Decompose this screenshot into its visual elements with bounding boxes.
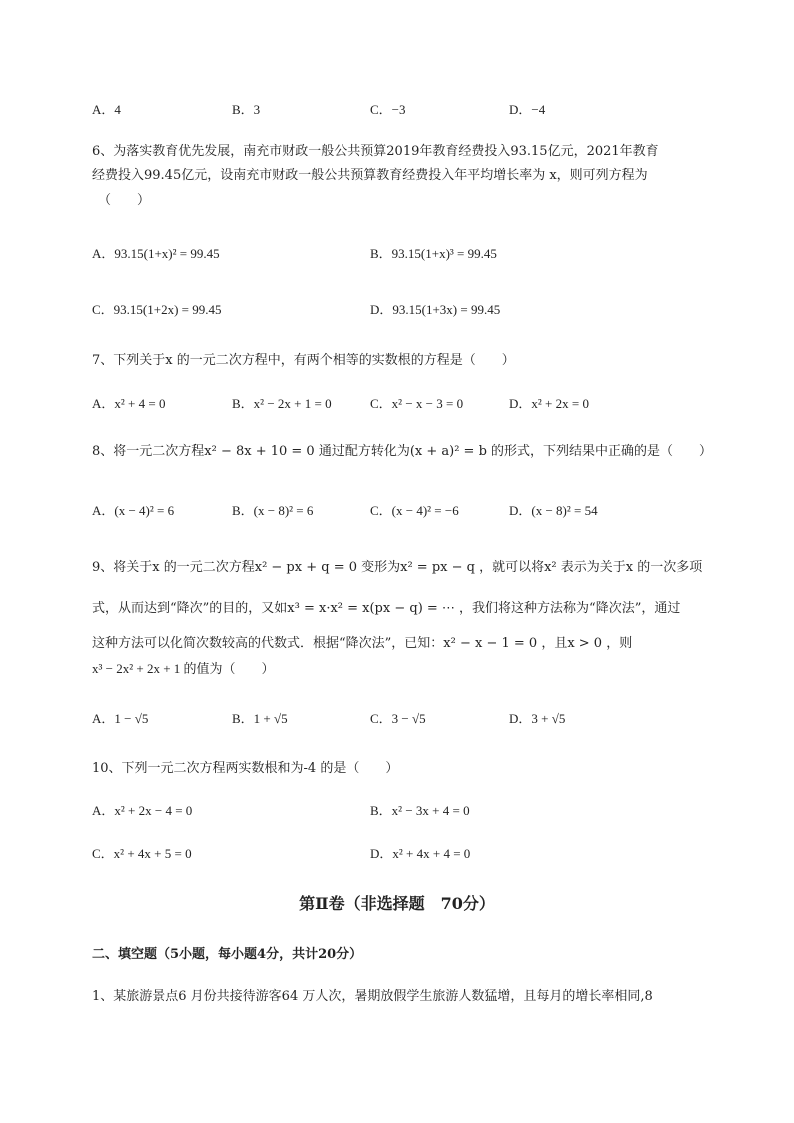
q5-option-b: B．3	[232, 102, 261, 117]
q7-option-b: B．x² − 2x + 1 = 0	[232, 396, 332, 411]
q10-option-c: C．x² + 4x + 5 = 0	[92, 846, 192, 861]
q9-option-d: D．3 + √5	[509, 711, 566, 726]
q7-option-a: A．x² + 4 = 0	[92, 396, 166, 411]
q9-stem-line2: 式，从而达到“降次”的目的，又如x³ = x·x² = x(px − q) = ⋯ ，我们将这种方法称为“降次法”，通过	[92, 601, 681, 616]
q8-option-b: B．(x − 8)² = 6	[232, 503, 314, 518]
fill1-stem-line1: 1、某旅游景点6 月份共接待游客64 万人次，暑期放假学生旅游人数猛增，且每月的增长率相同,8	[92, 989, 653, 1004]
q10-option-d: D．x² + 4x + 4 = 0	[370, 846, 471, 861]
q10-stem: 10、下列一元二次方程两实数根和为-4 的是（ ）	[92, 761, 399, 776]
q6-option-c: C．93.15(1+2x) = 99.45	[92, 302, 222, 317]
q6-stem-line3: （ ）	[98, 193, 151, 208]
q8-option-c: C．(x − 4)² = −6	[370, 503, 459, 518]
q7-option-c: C．x² − x − 3 = 0	[370, 396, 464, 411]
q5-option-d: D．−4	[509, 102, 546, 117]
q10-option-a: A．x² + 2x − 4 = 0	[92, 803, 193, 818]
q9-option-c: C．3 − √5	[370, 711, 426, 726]
q9-stem-line1: 9、将关于x 的一元二次方程x² − px + q = 0 变形为x² = px − q ，就可以将x² 表示为关于x 的一次多项	[92, 560, 703, 575]
q7-option-d: D．x² + 2x = 0	[509, 396, 589, 411]
q9-stem-line3: 这种方法可以化简次数较高的代数式．根据“降次法”，已知：x² − x − 1 = 0 ，且x > 0 ，则	[92, 636, 633, 651]
q8-stem: 8、将一元二次方程x² − 8x + 10 = 0 通过配方转化为(x + a)² = b 的形式，下列结果中正确的是（ ）	[92, 444, 713, 459]
q6-option-a: A．93.15(1+x)² = 99.45	[92, 246, 220, 261]
q6-stem-line1: 6、为落实教育优先发展，南充市财政一般公共预算2019年教育经费投入93.15亿元，2021年教育	[92, 144, 659, 159]
q6-option-d: D．93.15(1+3x) = 99.45	[370, 302, 501, 317]
q9-option-a: A．1 − √5	[92, 711, 149, 726]
q9-option-b: B．1 + √5	[232, 711, 288, 726]
q5-option-a: A．4	[92, 102, 121, 117]
q5-option-c: C．−3	[370, 102, 406, 117]
section2-title: 二、填空题（5小题，每小题4分，共计20分）	[92, 947, 363, 962]
q9-stem-line4: x³ − 2x² + 2x + 1 的值为（ ）	[92, 661, 275, 676]
q8-option-d: D．(x − 8)² = 54	[509, 503, 598, 518]
q6-option-b: B．93.15(1+x)³ = 99.45	[370, 246, 497, 261]
q7-stem: 7、下列关于x 的一元二次方程中，有两个相等的实数根的方程是（ ）	[92, 353, 515, 368]
q8-option-a: A．(x − 4)² = 6	[92, 503, 175, 518]
part2-title: 第Ⅱ卷（非选择题 70分）	[299, 894, 495, 913]
q6-stem-line2: 经费投入99.45亿元，设南充市财政一般公共预算教育经费投入年平均增长率为 x，则可列方程为	[92, 168, 648, 183]
q10-option-b: B．x² − 3x + 4 = 0	[370, 803, 470, 818]
